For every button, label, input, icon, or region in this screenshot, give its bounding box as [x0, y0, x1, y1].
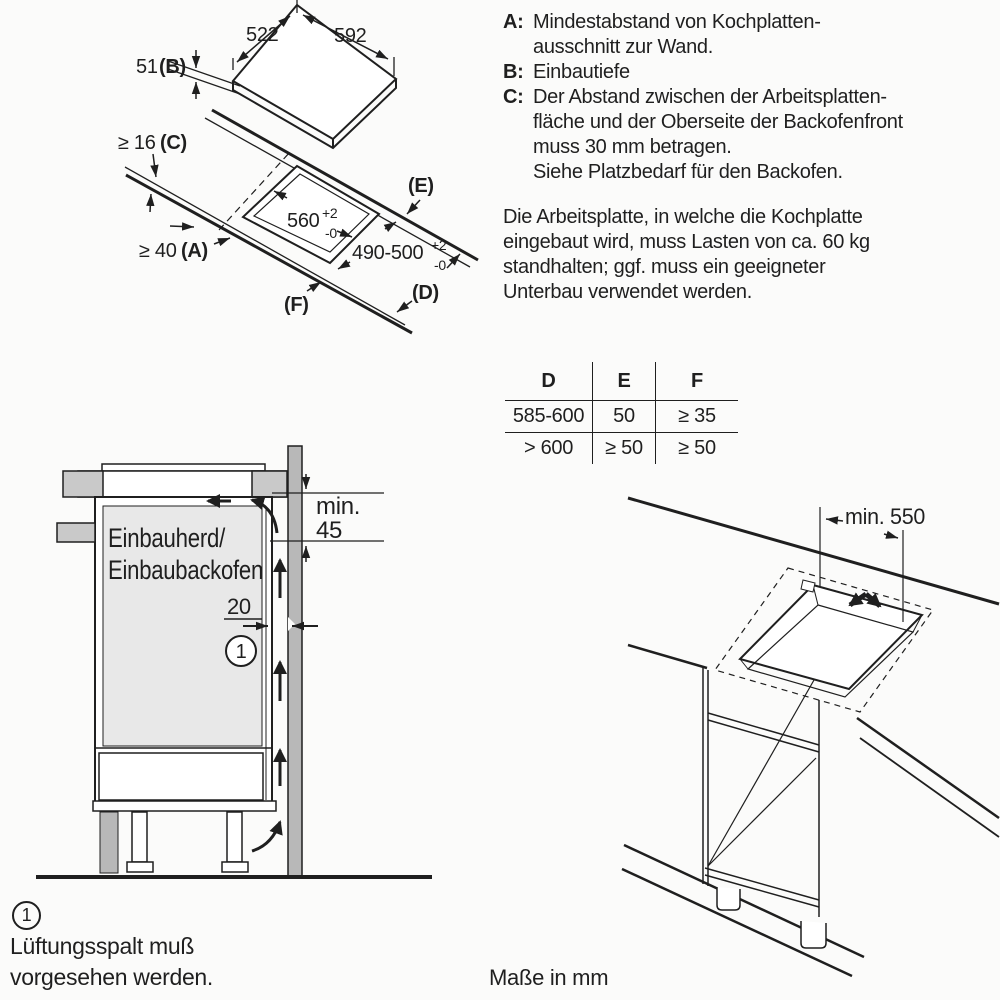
wall: [288, 446, 302, 876]
oven-leg: [132, 812, 147, 862]
legend-key-a: A:: [503, 11, 524, 33]
oven-body: [57, 497, 276, 873]
cell-d1: 585-600: [505, 401, 593, 433]
dim-width-label: 592: [334, 25, 367, 47]
oven-handle: [57, 523, 95, 542]
col-header-e: E: [593, 362, 656, 401]
base-cabinet: [703, 668, 826, 948]
legend-text-c: Der Abstand zwischen der Arbeitsplatten- fläche und der Oberseite der Backofenfront muss 30 mm betragen. Siehe Platzbedarf für den Backofen.: [533, 86, 903, 183]
def-dimension-table: [505, 362, 738, 464]
table-row: [505, 433, 738, 465]
clearance-c-key: (C): [160, 132, 187, 154]
appliance-label-line2: Einbaubackofen: [108, 555, 263, 585]
clearance-a-key: (A): [181, 240, 208, 262]
corner-bracket: [801, 580, 815, 592]
dim-thickness-key: (B): [159, 56, 186, 78]
oven-side-view-diagram: [30, 440, 440, 892]
oven-base: [93, 801, 276, 811]
cutout-depth-tol-minus: -0: [434, 257, 446, 273]
cell-f2: ≥ 50: [656, 433, 739, 465]
cutout-width-tol-plus: +2: [322, 205, 338, 221]
cutout-width-tol-minus: -0: [325, 225, 337, 241]
plinth: [100, 812, 118, 873]
clearance-a-value: ≥ 40: [139, 240, 177, 262]
legend-item-b: [503, 60, 913, 85]
oven-foot: [222, 862, 248, 872]
oven-foot: [127, 862, 153, 872]
dim-gap-value: 20: [227, 594, 251, 619]
worktop: [63, 464, 287, 497]
cabinet-foot: [717, 887, 740, 910]
cell-e2: ≥ 50: [593, 433, 656, 465]
appliance-label-line1: Einbauherd/: [108, 523, 226, 553]
cell-d2: > 600: [523, 437, 574, 459]
worktop-load-note: Die Arbeitsplatte, in welche die Kochplatte eingebaut wird, muss Lasten von ca. 60 kg standhalten; ggf. muss ein geeigneter Unterbau verwendet werden.: [503, 206, 870, 303]
units-note: Maße in mm: [489, 965, 609, 990]
legend-text-a: Mindestabstand von Kochplatten- ausschnitt zur Wand.: [533, 11, 821, 58]
legend-item-c: [503, 85, 913, 185]
callout-number: 1: [235, 641, 247, 663]
dim-min550-label: min. 550: [845, 504, 926, 529]
footnote-ref-circle: 1: [12, 901, 41, 930]
cabinet-isometric-diagram: [600, 480, 1000, 950]
clearance-c-value: ≥ 16: [118, 132, 156, 154]
table-header-row: [505, 362, 738, 401]
label-d: (D): [412, 282, 439, 304]
dim-min-label: min.: [316, 493, 361, 520]
dim-min-value: 45: [316, 517, 343, 544]
legend-text-b: Einbautiefe: [533, 61, 630, 83]
hob-cutout-diagram: [55, 0, 515, 350]
cabinet-foot: [801, 921, 826, 948]
dim-depth-label: 522: [246, 24, 279, 46]
col-header-d: D: [505, 362, 593, 401]
worktop-cutout-iso: [715, 568, 933, 712]
table-row: [505, 401, 738, 433]
cell-f1: ≥ 35: [656, 401, 739, 433]
legend-key-b: B:: [503, 61, 524, 83]
legend-abc: [503, 10, 913, 185]
footnote-text: Lüftungsspalt muß vorgesehen werden.: [10, 933, 214, 990]
cutout-depth-label: 490-500: [352, 242, 424, 264]
label-e: (E): [408, 175, 434, 197]
cell-e1: 50: [593, 401, 656, 433]
col-header-f: F: [656, 362, 739, 401]
oven-leg: [227, 812, 242, 862]
dim-thickness-value: 51: [136, 56, 158, 78]
legend-item-a: [503, 10, 913, 60]
cutout-width-label: 560: [287, 210, 320, 232]
cutout-depth-tol-plus: +2: [431, 237, 447, 253]
legend-key-c: C:: [503, 86, 524, 108]
oven-drawer: [99, 753, 263, 800]
label-f: (F): [284, 294, 309, 316]
